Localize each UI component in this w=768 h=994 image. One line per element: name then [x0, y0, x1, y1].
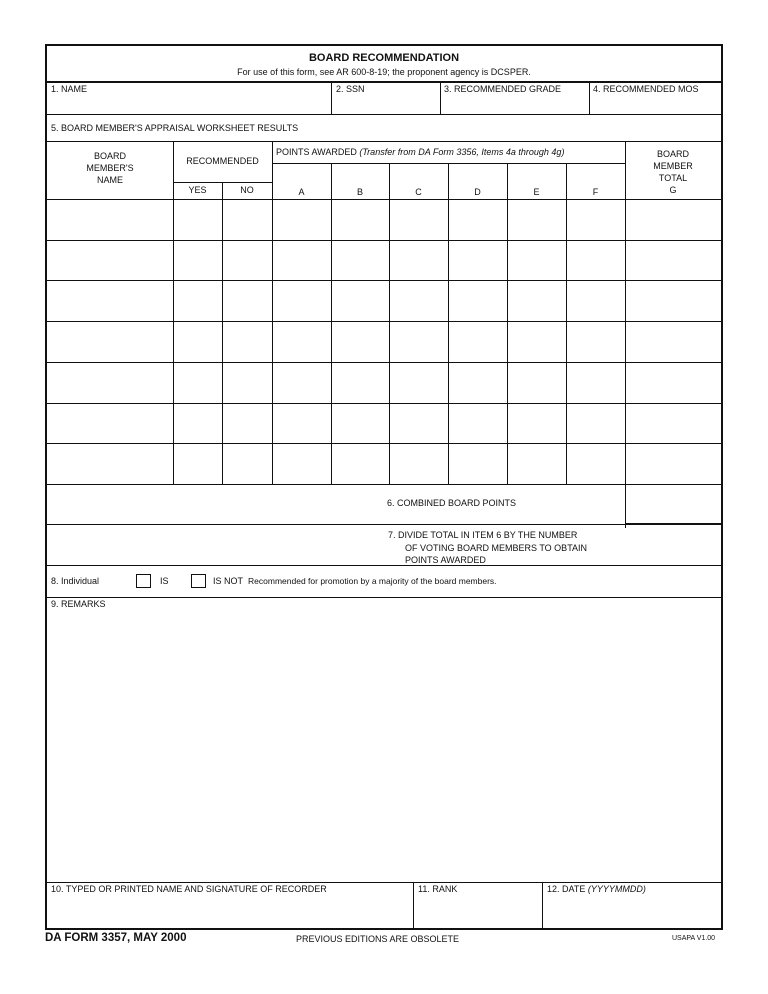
form-id: DA FORM 3357, MAY 2000 [45, 932, 187, 944]
individual-label: 8. Individual [51, 576, 100, 586]
recommendation-text: Recommended for promotion by a majority of the board members. [248, 576, 497, 586]
recommended-yes-cell[interactable] [174, 444, 221, 483]
member-name-cell[interactable] [48, 200, 172, 239]
member-total-cell[interactable] [626, 241, 720, 280]
form-title: BOARD RECOMMENDATION [308, 52, 460, 64]
divider [589, 82, 590, 114]
points-b-cell[interactable] [332, 363, 388, 402]
obsolete-note: PREVIOUS EDITIONS ARE OBSOLETE [296, 934, 460, 944]
points-awarded-note: (Transfer from DA Form 3356, Items 4a through 4g) [359, 147, 565, 157]
points-a-cell[interactable] [273, 444, 330, 483]
date-text: 12. DATE [547, 884, 586, 894]
points-c-cell[interactable] [390, 281, 447, 320]
divider [331, 82, 332, 114]
points-c-cell[interactable] [390, 200, 447, 239]
recommended-yes-cell[interactable] [174, 363, 221, 402]
points-b-cell[interactable] [332, 200, 388, 239]
points-f-cell[interactable] [567, 404, 624, 443]
divide-total-line2: OF VOTING BOARD MEMBERS TO OBTAIN [405, 542, 588, 553]
points-a-cell[interactable] [273, 281, 330, 320]
ssn-label: 2. SSN [336, 84, 365, 94]
points-column-e-header: E [533, 187, 540, 197]
member-total-cell[interactable] [626, 444, 720, 483]
divider [542, 882, 543, 930]
no-header: NO [240, 185, 254, 195]
points-f-cell[interactable] [567, 200, 624, 239]
points-e-cell[interactable] [508, 363, 565, 402]
recorder-label: 10. TYPED OR PRINTED NAME AND SIGNATURE OF RECORDER [51, 884, 327, 894]
divider [47, 524, 721, 525]
member-name-cell[interactable] [48, 404, 172, 443]
points-f-cell[interactable] [567, 363, 624, 402]
grade-label: 3. RECOMMENDED GRADE [444, 84, 562, 94]
form-subtitle: For use of this form, see AR 600-8-19; the proponent agency is DCSPER. [237, 67, 531, 77]
divide-total-line1: 7. DIVIDE TOTAL IN ITEM 6 BY THE NUMBER [388, 530, 578, 540]
points-awarded-field[interactable] [626, 526, 721, 564]
divide-total-label [388, 529, 587, 567]
recommended-header: RECOMMENDED [186, 156, 259, 166]
rank-label: 11. RANK [418, 884, 458, 894]
date-label [547, 884, 646, 894]
member-name-cell[interactable] [48, 241, 172, 280]
member-total-cell[interactable] [626, 322, 720, 361]
points-awarded-text: POINTS AWARDED [276, 147, 357, 157]
divider [47, 484, 721, 485]
yes-header: YES [188, 185, 207, 195]
points-e-cell[interactable] [508, 200, 565, 239]
is-checkbox[interactable] [136, 574, 151, 588]
points-column-d-header: D [474, 187, 481, 197]
divider [47, 597, 721, 598]
recommended-no-cell[interactable] [223, 322, 271, 361]
board-recommendation-form [45, 44, 723, 930]
points-d-cell[interactable] [449, 363, 506, 402]
mos-field[interactable] [594, 95, 718, 111]
points-column-b-header: B [356, 187, 363, 197]
divider [47, 882, 721, 883]
divider [47, 81, 721, 83]
points-a-cell[interactable] [273, 200, 330, 239]
points-b-cell[interactable] [332, 241, 388, 280]
mos-label: 4. RECOMMENDED MOS [593, 84, 699, 94]
divider [413, 882, 414, 930]
worksheet-label: 5. BOARD MEMBER'S APPRAISAL WORKSHEET RESULTS [51, 123, 299, 133]
divider [47, 565, 721, 566]
member-total-line4: G [669, 185, 677, 195]
points-c-cell[interactable] [390, 444, 447, 483]
points-awarded-header [276, 147, 564, 157]
points-column-f-header: F [592, 187, 599, 197]
recommended-yes-cell[interactable] [174, 241, 221, 280]
divider [440, 82, 441, 114]
points-b-cell[interactable] [332, 444, 388, 483]
ssn-field[interactable] [337, 95, 436, 111]
divide-total-line3: POINTS AWARDED [405, 555, 486, 565]
is-not-text: IS NOT [213, 576, 244, 586]
points-b-cell[interactable] [332, 404, 388, 443]
points-d-cell[interactable] [449, 281, 506, 320]
grade-field[interactable] [445, 95, 585, 111]
points-c-cell[interactable] [390, 322, 447, 361]
member-total-header [625, 148, 721, 196]
points-b-cell[interactable] [332, 281, 388, 320]
is-not-label [213, 576, 497, 586]
points-e-cell[interactable] [508, 241, 565, 280]
points-column-c-header: C [415, 187, 422, 197]
points-a-cell[interactable] [273, 404, 330, 443]
divider [625, 523, 721, 524]
is-not-checkbox[interactable] [191, 574, 206, 588]
member-total-line2: MEMBER [653, 161, 693, 171]
points-e-cell[interactable] [508, 322, 565, 361]
member-total-line1: BOARD [656, 149, 689, 159]
name-label: 1. NAME [51, 84, 88, 94]
points-a-cell[interactable] [273, 241, 330, 280]
remarks-field[interactable] [49, 612, 719, 880]
remarks-label: 9. REMARKS [51, 599, 106, 609]
points-f-cell[interactable] [567, 322, 624, 361]
recommended-no-cell[interactable] [223, 281, 271, 320]
points-a-cell[interactable] [273, 322, 330, 361]
member-total-cell[interactable] [626, 404, 720, 443]
date-format: (YYYYMMDD) [587, 884, 646, 894]
points-c-cell[interactable] [390, 241, 447, 280]
points-a-cell[interactable] [273, 363, 330, 402]
name-field[interactable] [52, 95, 327, 111]
points-c-cell[interactable] [390, 363, 447, 402]
member-name-cell[interactable] [48, 322, 172, 361]
points-d-cell[interactable] [449, 322, 506, 361]
points-c-cell[interactable] [390, 404, 447, 443]
points-d-cell[interactable] [449, 241, 506, 280]
recommended-no-cell[interactable] [223, 200, 271, 239]
divider [47, 114, 721, 115]
member-name-cell[interactable] [48, 444, 172, 483]
recommended-yes-cell[interactable] [174, 281, 221, 320]
combined-points-field[interactable] [626, 485, 721, 524]
is-label: IS [160, 576, 169, 586]
member-name-header [47, 150, 173, 186]
points-e-cell[interactable] [508, 281, 565, 320]
recorder-field[interactable] [52, 898, 409, 926]
member-total-cell[interactable] [626, 281, 720, 320]
points-d-cell[interactable] [449, 444, 506, 483]
recommended-no-cell[interactable] [223, 444, 271, 483]
combined-points-label: 6. COMBINED BOARD POINTS [387, 498, 517, 508]
points-e-cell[interactable] [508, 444, 565, 483]
divider [47, 141, 721, 142]
points-e-cell[interactable] [508, 404, 565, 443]
recommended-no-cell[interactable] [223, 241, 271, 280]
points-f-cell[interactable] [567, 444, 624, 483]
rank-field[interactable] [418, 898, 538, 926]
recommended-no-cell[interactable] [223, 363, 271, 402]
points-d-cell[interactable] [449, 404, 506, 443]
member-name-cell[interactable] [48, 363, 172, 402]
version-label: USAPA V1.00 [672, 935, 716, 942]
points-d-cell[interactable] [449, 200, 506, 239]
member-total-line3: TOTAL [658, 173, 688, 183]
member-total-cell[interactable] [626, 200, 720, 239]
member-name-header-text: BOARD MEMBER'S NAME [86, 151, 134, 185]
date-field[interactable] [547, 898, 717, 926]
points-f-cell[interactable] [567, 241, 624, 280]
member-name-cell[interactable] [48, 281, 172, 320]
recommended-no-cell[interactable] [223, 404, 271, 443]
recommended-yes-cell[interactable] [174, 322, 221, 361]
points-f-cell[interactable] [567, 281, 624, 320]
recommended-yes-cell[interactable] [174, 404, 221, 443]
member-total-cell[interactable] [626, 363, 720, 402]
points-b-cell[interactable] [332, 322, 388, 361]
points-column-a-header: A [298, 187, 305, 197]
recommended-yes-cell[interactable] [174, 200, 221, 239]
